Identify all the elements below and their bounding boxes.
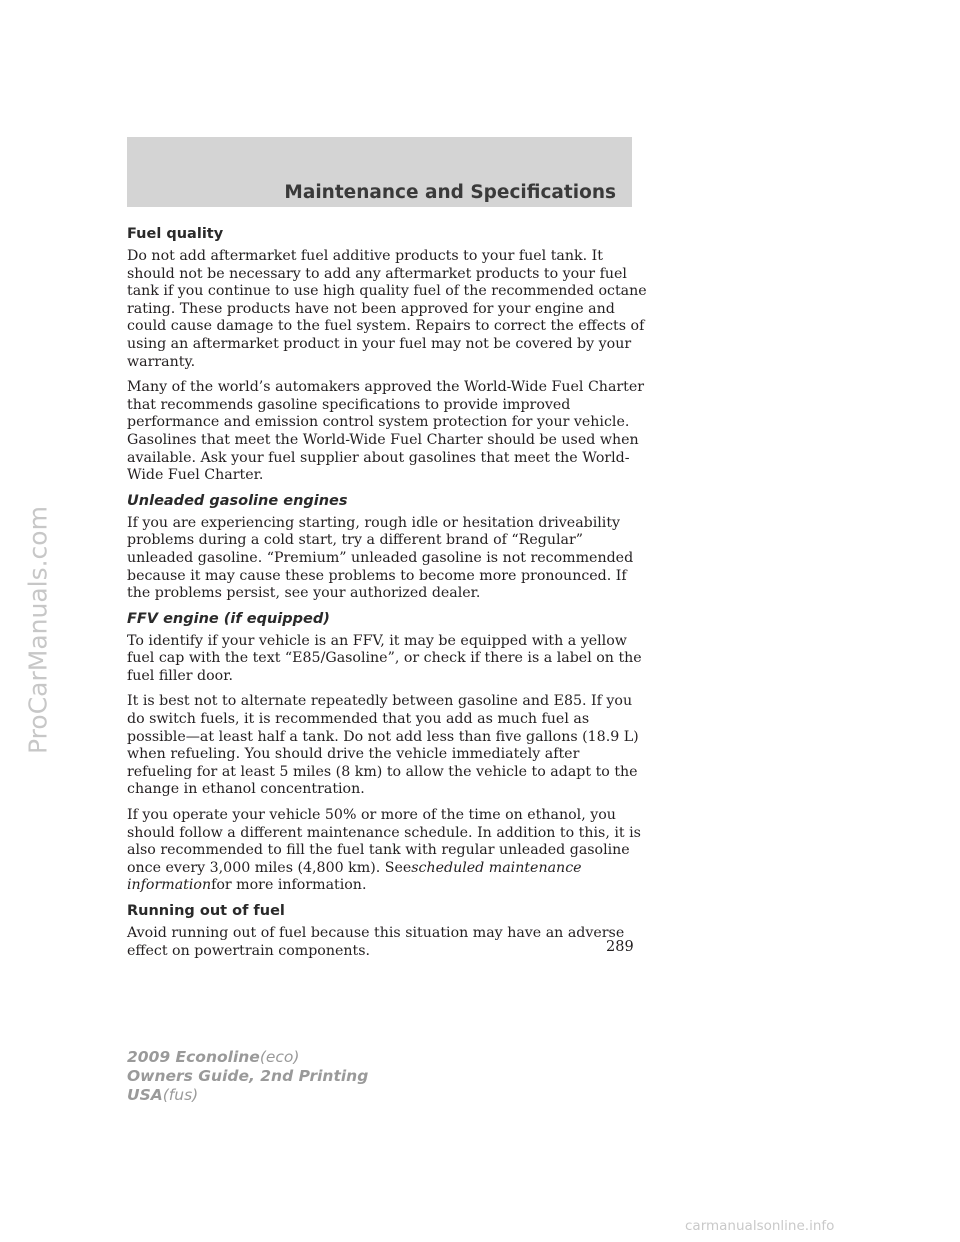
footer-market: USA: [127, 1086, 163, 1104]
footer-guide: Owners Guide, 2nd Printing: [127, 1067, 369, 1085]
footer-model-code: (eco): [259, 1048, 300, 1066]
paragraph: It is best not to alternate repeatedly between gasoline and E85. If you do switch fuels, it is recommended that you add as much fuel as possible—at least half a tank. Do not add less than five gallons (18.9 L) when refueling. You should drive the vehicle immediately after refueling for at least 5 miles (8 km) to allow the vehicle to adapt to the change in ethanol concentration.: [127, 693, 639, 798]
paragraph: If you are experiencing starting, rough idle or hesitation driveability problems during a cold start, try a different brand of “Regular” unleaded gasoline. “Premium” unleaded gasoline is not recommended because it may cause these problems to become more pronounced. If the problems persist, see your authorized dealer.: [127, 514, 634, 602]
paragraph: Do not add aftermarket fuel additive products to your fuel tank. It should not be necessary to add any aftermarket products to your fuel tank if you continue to use high quality fuel of the recommended octane rating. These products have not been approved for your engine and could cause damage to the fuel system. Repairs to correct the effects of using an aftermarket product in your fuel may not be covered by your warranty.: [127, 248, 647, 370]
heading-ffv-engine: FFV engine (if equipped): [127, 610, 330, 627]
cross-reference-link[interactable]: scheduled maintenance information: [127, 859, 582, 894]
side-watermark: [18, 350, 58, 910]
page-content: [127, 222, 647, 968]
footer-market-code: (fus): [162, 1086, 199, 1104]
side-watermark-text: ProCarManuals.com: [23, 506, 53, 754]
page-number: 289: [606, 939, 634, 955]
paragraph: To identify if your vehicle is an FFV, it may be equipped with a yellow fuel cap with the text “E85/Gasoline”, or check if there is a label on the fuel filler door.: [127, 632, 642, 684]
paragraph-text: for more information.: [211, 877, 367, 894]
bottom-watermark: carmanualsonline.info: [685, 1218, 835, 1234]
footer-model: 2009 Econoline: [127, 1048, 260, 1066]
heading-unleaded-gasoline: Unleaded gasoline engines: [127, 492, 348, 509]
paragraph-text: If you operate your vehicle 50% or more of the time on ethanol, you should follow a different maintenance schedule. In addition to this, it is also recommended to fill the fuel tank with regular unleaded gasoline once every 3,000 miles (4,800 km). See: [127, 807, 641, 876]
section-header-bar: [127, 137, 632, 207]
section-header-title: Maintenance and Specifications: [284, 182, 616, 203]
paragraph: Many of the world’s automakers approved the World-Wide Fuel Charter that recommends gasoline specifications to provide improved performance and emission control system protection for your vehicle. Gasolines that meet the World-Wide Fuel Charter should be used when available. Ask your fuel supplier about gasolines that meet the World-Wide Fuel Charter.: [127, 379, 645, 484]
paragraph: [127, 807, 647, 895]
document-footer: [127, 1048, 368, 1105]
heading-fuel-quality: Fuel quality: [127, 226, 224, 242]
heading-running-out-of-fuel: Running out of fuel: [127, 903, 285, 919]
paragraph: Avoid running out of fuel because this situation may have an adverse effect on powertrain components.: [127, 925, 625, 959]
